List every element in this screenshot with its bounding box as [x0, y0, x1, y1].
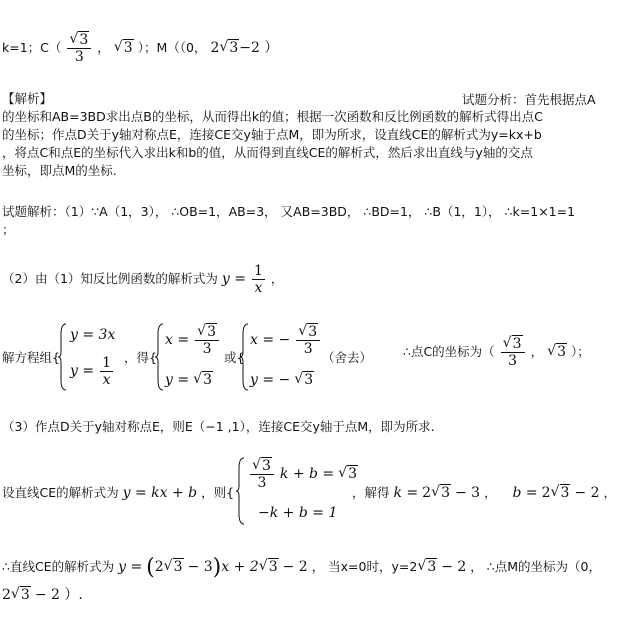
sys-eq2-num: 1 [102, 355, 111, 371]
analysis-line-2: 的坐标；作点D关于y轴对称点E，连接CE交y轴于点M，即为所求，设直线CE的解析式为y=kx+b [2, 127, 542, 142]
or-label: 或{ [224, 350, 245, 365]
when-tail: − 2 [441, 559, 467, 575]
answer-prefix: k=1；C（ [2, 40, 62, 55]
solve-get: ，解得 [352, 485, 390, 500]
sys-eq2 [70, 355, 115, 388]
part2-prefix: （2）由（1）知反比例函数的解析式为 [2, 271, 218, 286]
part2-den: x [254, 280, 263, 296]
c-coord-tail: ）； [570, 344, 590, 359]
part2-tail: ， [270, 271, 284, 286]
c-x-fraction [67, 32, 91, 65]
sol1-x-den: 3 [202, 341, 212, 357]
when-rad: 3 [427, 559, 437, 575]
analysis-line-4: 坐标，即点M的坐标. [2, 163, 117, 178]
b-val-lhs: b = [512, 485, 538, 501]
c-coord [403, 336, 590, 369]
sol1-y-lhs: y = [165, 372, 190, 388]
b-val-coef: 2 [541, 485, 551, 501]
brace-sol2 [240, 322, 250, 392]
solve-label: 解方程组{ [2, 350, 60, 365]
part2-num: 1 [253, 263, 263, 279]
part2-eq-lhs: y = [221, 271, 246, 287]
k-val-rad: 3 [441, 485, 450, 501]
answer-line [2, 32, 278, 65]
k-val-lhs: k = [393, 485, 419, 501]
c-coord-y: 3 [557, 344, 566, 360]
discard-label: （舍去） [322, 350, 373, 365]
sys3-eq1-fraction [250, 458, 274, 491]
final-tail: − 2 [282, 559, 308, 575]
final-rad2: 3 [268, 559, 278, 575]
c-coord-prefix: ∴点C的坐标为（ [403, 344, 495, 359]
b-comma: ， [603, 485, 617, 500]
set-line [2, 483, 234, 501]
solution-line-1b: ； [2, 222, 15, 237]
sys-eq1: y = 3x [70, 327, 116, 343]
m-y-rad: 3 [229, 40, 239, 56]
set-line-prefix: 设直线CE的解析式为 [2, 485, 119, 500]
sys3-eq1 [248, 458, 358, 491]
sys3-eq1-rad: 3 [348, 466, 358, 482]
sol2-x-lhs: x = − [250, 332, 291, 348]
analysis-header: 【解析】 [2, 91, 53, 106]
sol2-y-lhs: y = − [250, 372, 291, 388]
set-line-eq: y = kx + b [122, 485, 198, 501]
k-val-coef: 2 [422, 485, 432, 501]
answer-mid: ）；M（（0， [137, 40, 207, 55]
final-line: ∴直线CE的解析式为 y = (2√ 3 − 3)x + 2√ 3 − 2 ， 当x=0时，y=2√ 3 − 2 ， ∴点M的坐标为（0， [2, 555, 601, 580]
sol1-y [165, 372, 213, 388]
part3-line: （3）作点D关于y轴对称点E，则E（−1 ,1），连接CE交y轴于点M，即为所求. [2, 419, 435, 434]
sys3-eq1-num: 3 [262, 458, 271, 474]
sol1-x [165, 324, 221, 357]
m-y-tail: −2 ） [239, 40, 279, 56]
sol1-x-lhs: x = [165, 332, 190, 348]
part2-line [2, 263, 283, 296]
solve-result: ，解得 k = 2√ 3 − 3 ， b = 2√ 3 − 2 ， [352, 483, 616, 501]
c-y-value: 3 [123, 40, 133, 56]
get-label: ，得{ [124, 350, 157, 365]
m-coord-prefix: ， ∴点M的坐标为（0， [470, 559, 601, 574]
sol1-x-num: 3 [207, 324, 216, 340]
sys-eq2-lhs: y = [70, 363, 95, 379]
final-prefix: ∴直线CE的解析式为 [2, 559, 115, 574]
then-label: ，则{ [201, 485, 235, 500]
final-line-2 [2, 584, 83, 604]
c-coord-den: 3 [508, 353, 518, 369]
final-rad: 3 [173, 559, 183, 575]
sol2-x-num: 3 [308, 324, 318, 340]
c-x-den: 3 [74, 49, 84, 65]
solution-line-1: 试题解析：（1）∵A（1，3）， ∴OB=1，AB=3， 又AB=3BD， ∴BD=1， ∴B（1，1）， ∴k=1×1=1 [2, 204, 576, 219]
sys3-eq1-den: 3 [257, 475, 267, 491]
m-last-rad: 3 [20, 587, 30, 603]
c-coord-num: 3 [512, 336, 522, 352]
sys3-eq1-tail: k + b = [279, 466, 335, 482]
sys-eq2-den: x [102, 372, 111, 388]
k-val-tail: − 3 [454, 485, 481, 501]
analysis-header-right: 试题分析：首先根据点A [462, 92, 596, 107]
b-val-rad: 3 [560, 485, 570, 501]
when-x0: ， 当x=0时，y=2 [311, 559, 418, 574]
m-last-coef: 2 [2, 587, 11, 603]
final-coef: 2 [154, 559, 164, 575]
sol2-y-rad: 3 [304, 372, 314, 388]
brace-sol1 [155, 322, 165, 392]
sol2-y [250, 372, 314, 388]
sys3-eq2: −k + b = 1 [258, 505, 338, 521]
brace-sys1 [58, 322, 68, 392]
sol1-y-rad: 3 [203, 372, 212, 388]
sol2-x-den: 3 [303, 341, 313, 357]
sol2-x-fraction [296, 324, 320, 357]
final-y: y = [118, 559, 143, 575]
answer-comma: ， [97, 40, 110, 55]
analysis-line-3: ，将点C和点E的坐标代入求出k和b的值，从而得到直线CE的解析式，然后求出直线与y轴的交点 [2, 145, 533, 160]
analysis-line-1: 的坐标和AB=3BD求出点B的坐标，从而得出k的值；根据一次函数和反比例函数的解析式得出点C [2, 109, 543, 124]
final-in: − 3 [187, 559, 213, 575]
m-last-tail: − 2 ）. [34, 587, 83, 603]
c-coord-comma: ， [530, 344, 544, 359]
sol1-x-fraction [195, 324, 219, 357]
brace-sys3 [236, 456, 246, 526]
b-val-tail: − 2 [574, 485, 600, 501]
sol2-x [250, 324, 322, 357]
sys-eq2-fraction [100, 355, 113, 388]
c-coord-fraction [501, 336, 525, 369]
c-x-num: 3 [79, 32, 89, 48]
final-x: x + 2 [221, 559, 259, 575]
part2-fraction [252, 263, 265, 296]
m-y-coef: 2 [210, 40, 220, 56]
